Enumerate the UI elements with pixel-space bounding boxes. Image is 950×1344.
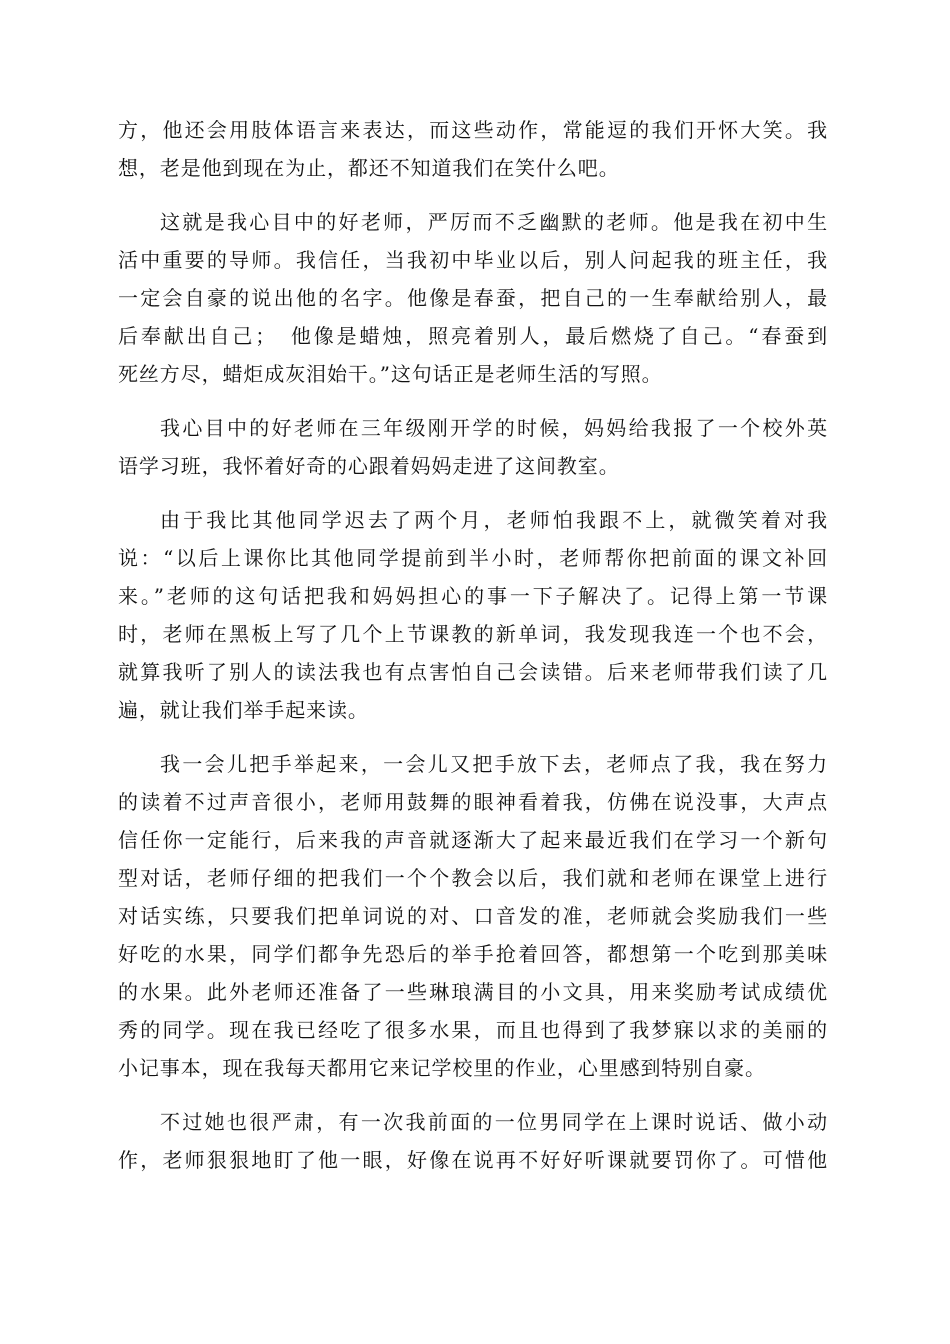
paragraph (118, 1103, 828, 1179)
text-line: 我一会儿把手举起来，一会儿又把手放下去，老师点了我，我在努力 (160, 752, 828, 776)
text-line: 好吃的水果，同学们都争先恐后的举手抢着回答，都想第一个吃到那美味 (118, 942, 828, 966)
text-line: 由于我比其他同学迟去了两个月，老师怕我跟不上，就微笑着对我 (160, 508, 828, 532)
paragraph (118, 203, 828, 393)
text-line: 死丝方尽，蜡炬成灰泪始干。”这句话正是老师生活的写照。 (118, 362, 663, 386)
text-line: 的读着不过声音很小，老师用鼓舞的眼神看着我，仿佛在说没事，大声点 (118, 790, 828, 814)
text-line: 时，老师在黑板上写了几个上节课教的新单词，我发现我连一个也不会， (118, 622, 828, 646)
text-line: 说：“以后上课你比其他同学提前到半小时，老师帮你把前面的课文补回 (118, 546, 828, 570)
text-line: 对话实练，只要我们把单词说的对、口音发的准，老师就会奖励我们一些 (118, 904, 828, 928)
text-line: 活中重要的导师。我信任，当我初中毕业以后，别人问起我的班主任，我 (118, 248, 828, 272)
text-line: 作，老师狠狠地盯了他一眼，好像在说再不好好听课就要罚你了。可惜他 (118, 1148, 828, 1172)
text-line: 的水果。此外老师还准备了一些琳琅满目的小文具，用来奖励考试成绩优 (118, 980, 828, 1004)
text-line: 就算我听了别人的读法我也有点害怕自己会读错。后来老师带我们读了几 (118, 660, 828, 684)
text-line: 这就是我心目中的好老师，严厉而不乏幽默的老师。他是我在初中生 (160, 210, 828, 234)
text-line: 语学习班，我怀着好奇的心跟着妈妈走进了这间教室。 (118, 454, 620, 478)
text-line: 我心目中的好老师在三年级刚开学的时候，妈妈给我报了一个校外英 (160, 416, 828, 440)
paragraph (118, 745, 828, 1087)
body-text (118, 111, 828, 1179)
text-line: 遍，就让我们举手起来读。 (118, 698, 369, 722)
paragraph (118, 409, 828, 485)
text-line: 型对话，老师仔细的把我们一个个教会以后，我们就和老师在课堂上进行 (118, 866, 828, 890)
text-line: 来。”老师的这句话把我和妈妈担心的事一下子解决了。记得上第一节课 (118, 584, 828, 608)
text-line: 想，老是他到现在为止，都还不知道我们在笑什么吧。 (118, 156, 620, 180)
paragraph (118, 111, 828, 187)
text-line: 方，他还会用肢体语言来表达，而这些动作，常能逗的我们开怀大笑。我 (118, 118, 828, 142)
text-line: 不过她也很严肃，有一次我前面的一位男同学在上课时说话、做小动 (160, 1110, 828, 1134)
text-line: 后奉献出自己； 他像是蜡烛，照亮着别人，最后燃烧了自己。“春蚕到 (118, 324, 828, 348)
text-line: 秀的同学。现在我已经吃了很多水果，而且也得到了我梦寐以求的美丽的 (118, 1018, 828, 1042)
paragraph (118, 501, 828, 729)
text-line: 一定会自豪的说出他的名字。他像是春蚕，把自己的一生奉献给别人，最 (118, 286, 828, 310)
text-line: 信任你一定能行，后来我的声音就逐渐大了起来最近我们在学习一个新句 (118, 828, 828, 852)
text-line: 小记事本，现在我每天都用它来记学校里的作业，心里感到特别自豪。 (118, 1056, 766, 1080)
